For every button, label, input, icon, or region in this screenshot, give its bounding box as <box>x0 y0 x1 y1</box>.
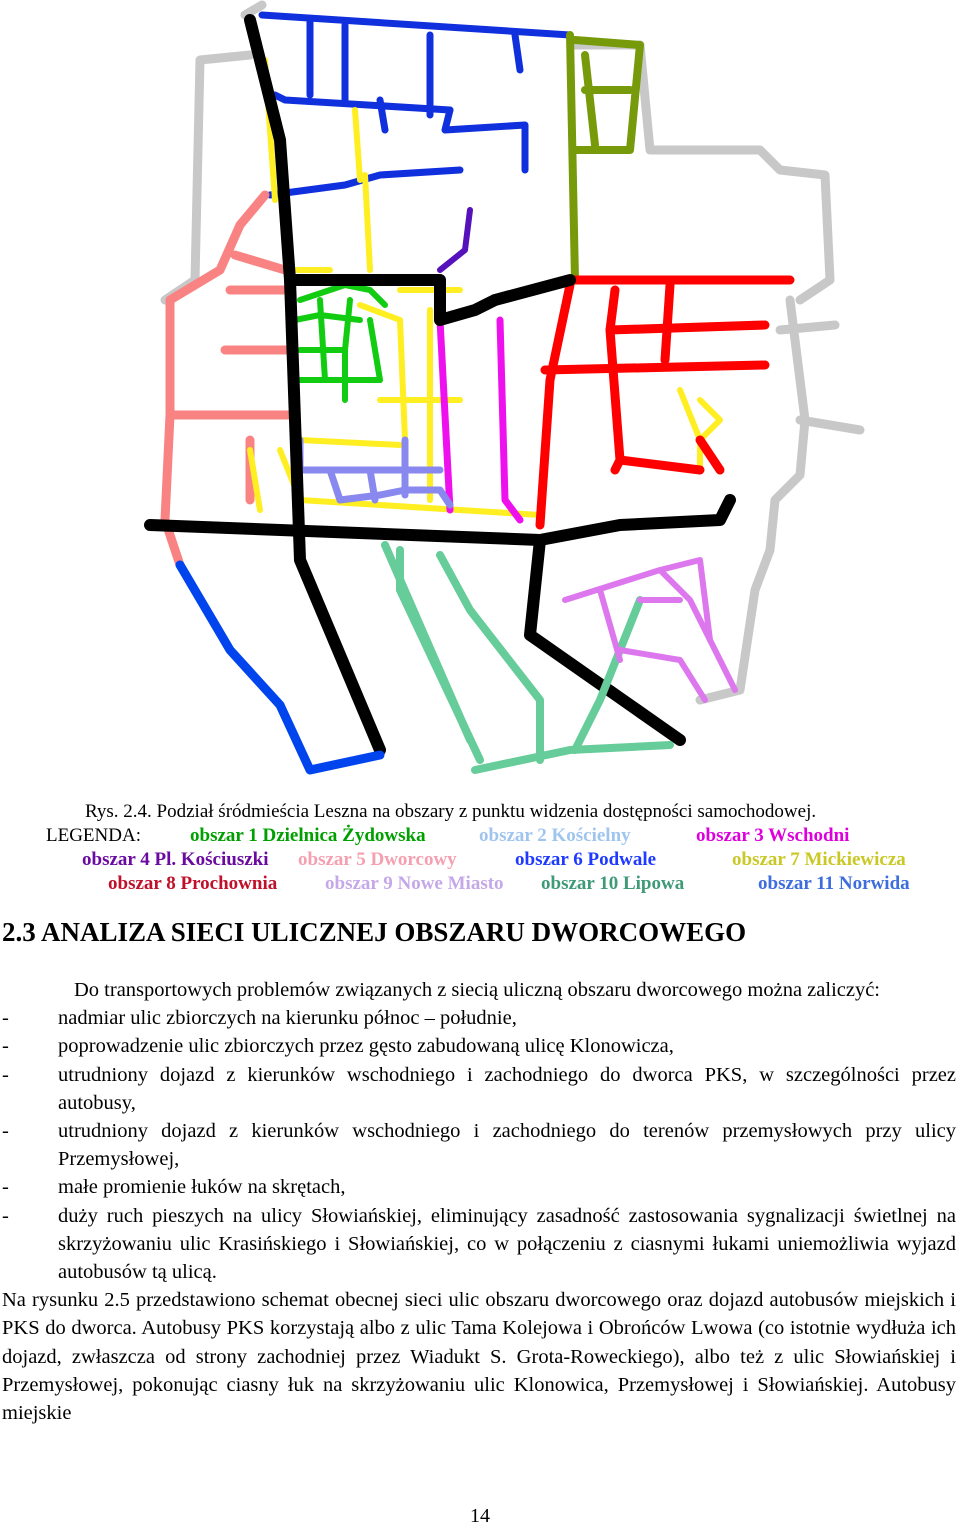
section-heading: 2.3 ANALIZA SIECI ULICZNEJ OBSZARU DWORCOWEGO <box>2 917 747 947</box>
legend-item-area-3: obszar 3 Wschodni <box>696 825 850 846</box>
salmon-roads <box>165 195 290 565</box>
bullet-text: utrudniony dojazd z kierunków wschodniego i zachodniego do terenów przemysłowych przy ulicy Przemysłowej, <box>58 1120 956 1171</box>
bullet-item <box>2 1061 956 1117</box>
legend-item-area-11: obszar 11 Norwida <box>758 873 910 894</box>
bullet-text: duży ruch pieszych na ulicy Słowiańskiej, eliminujący zasadność zastosowania sygnalizacji świetlnej na skrzyżowaniu ulic Krasińskiego i Słowiańskiej, co w połączeniu z ciasnymi łukami uniemożliwia wyjazd autobusów tą ulicą. <box>58 1204 956 1284</box>
olive-roads <box>570 35 640 280</box>
bullet-dash: - <box>2 1063 9 1086</box>
purple-roads <box>440 210 470 270</box>
red-roads <box>540 280 790 525</box>
legend-item-area-9: obszar 9 Nowe Miasto <box>325 873 504 894</box>
bullet-dash: - <box>2 1204 9 1227</box>
page-number: 14 <box>470 1505 490 1527</box>
bullet-text: małe promienie łuków na skrętach, <box>58 1176 346 1199</box>
caption-title: Rys. 2.4. Podział śródmieścia Leszna na obszary z punktu widzenia dostępności samochodowej. <box>85 801 817 822</box>
legend-item-area-5: obszar 5 Dworcowy <box>298 849 457 870</box>
main-paragraph: Na rysunku 2.5 przedstawiono schemat obecnej sieci ulic obszaru dworcowego oraz dojazd autobusów miejskich i PKS do dworca. Autobusy PKS korzystają albo z ulic Tama Kolejowa i Obrońców Lwowa (co istotnie wydłuża ich dojazd, zwłaszcza od strony zachodniej przez Wiadukt S. Grota-Roweckiego), albo też z ulic Słowiańskiej i Przemysłowej, pokonując ciasny łuk na skrzyżowaniu ulic Klonowica, Przemysłowej i Słowiańskiej. Autobusy miejskie <box>2 1289 956 1425</box>
legend-item-area-8: obszar 8 Prochownia <box>108 873 278 894</box>
intro-paragraph: Do transportowych problemów związanych z siecią uliczną obszaru dworcowego można zaliczyć: <box>74 979 881 1001</box>
bullet-item <box>2 1202 956 1287</box>
legend-item-area-6: obszar 6 Podwale <box>515 849 657 870</box>
bullet-dash: - <box>2 1120 9 1143</box>
bullet-dash: - <box>2 1007 9 1030</box>
body-text <box>2 976 956 1427</box>
bullet-item <box>2 1032 956 1060</box>
bullet-dash: - <box>2 1035 9 1058</box>
blue-north-roads <box>262 15 570 195</box>
bullet-item <box>2 1117 956 1173</box>
magenta-roads <box>440 320 520 520</box>
legend-item-area-2: obszar 2 Kościelny <box>479 825 631 846</box>
legend-item-area-4: obszar 4 Pl. Kościuszki <box>82 849 269 870</box>
bullet-item <box>2 1173 956 1201</box>
legend-item-area-1: obszar 1 Dzielnica Żydowska <box>190 825 426 846</box>
legend-item-area-7: obszar 7 Mickiewicza <box>732 849 906 870</box>
legend-item-area-10: obszar 10 Lipowa <box>541 873 685 894</box>
bullet-dash: - <box>2 1176 9 1199</box>
bullet-text: nadmiar ulic zbiorczych na kierunku północ – południe, <box>58 1007 517 1030</box>
bullet-text: poprowadzenie ulic zbiorczych przez gęsto zabudowaną ulicę Klonowicza, <box>58 1035 674 1058</box>
green-roads <box>295 285 385 400</box>
bullet-text: utrudniony dojazd z kierunków wschodniego i zachodniego do dworca PKS, w szczególności przez autobusy, <box>58 1063 956 1114</box>
legend-label: LEGENDA: <box>46 825 141 846</box>
bullet-item <box>2 1004 956 1032</box>
